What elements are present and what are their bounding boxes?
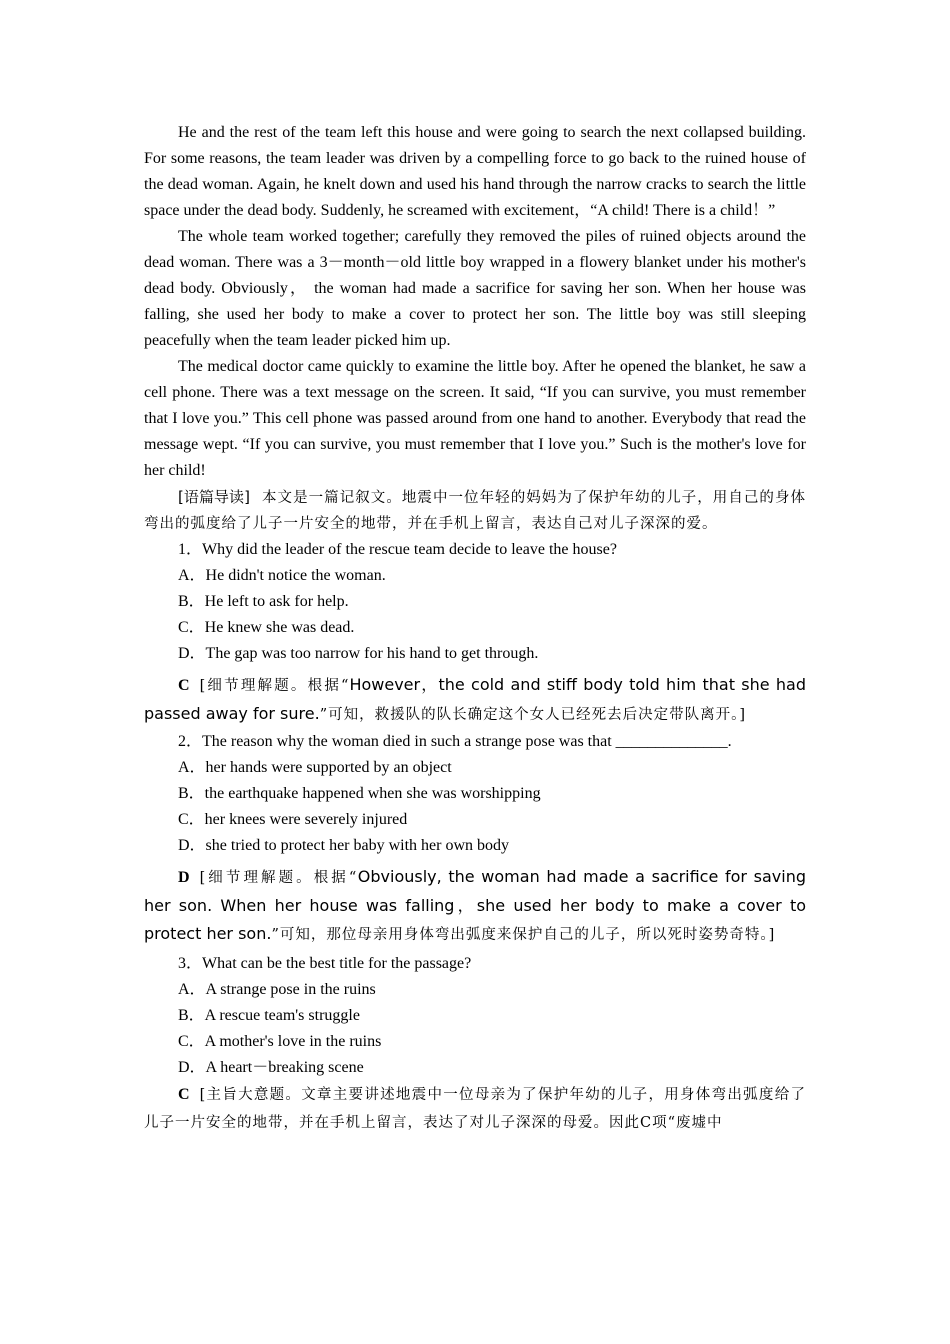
guide-text: 本文是一篇记叙文。地震中一位年轻的妈妈为了保护年幼的儿子，用自己的身体弯出的弧度给了儿子一片安全的地带，并在手机上留言，表达自己对儿子深深的爱。 xyxy=(144,490,806,532)
question-3-option-a: A．A strange pose in the ruins xyxy=(178,981,376,998)
passage-paragraph-1: He and the rest of the team left this house and were going to search the next collapsed building. For some reasons, the team leader was driven by a compelling force to go back to the ruined house of the dead woman. Again, he knelt down and used his hand through the narrow cracks to search the little space under the dead body. Suddenly, he screamed with excitement，“A child! There is a child！” xyxy=(144,124,806,219)
reading-guide xyxy=(144,484,806,537)
question-3-answer: C xyxy=(178,1086,190,1103)
question-1-option-d: D．The gap was too narrow for his hand to get through. xyxy=(178,645,539,662)
question-1-option-b: B．He left to ask for help. xyxy=(178,593,349,610)
question-2-stem: 2．The reason why the woman died in such a strange pose was that ______________. xyxy=(178,733,732,750)
passage-paragraph-3: The medical doctor came quickly to examine the little boy. After he opened the blanket, he saw a cell phone. There was a text message on the screen. It said, “If you can survive, you must remember that I love you.” This cell phone was passed around from one hand to another. Everybody that read the message wept. “If you can survive, you must remember that I love you.” Such is the mother's love for her child! xyxy=(144,358,806,479)
question-2-option-d: D．she tried to protect her baby with her own body xyxy=(178,837,510,854)
guide-label: [语篇导读] xyxy=(178,488,250,506)
question-1-answer: C xyxy=(178,677,190,694)
question-3-stem: 3．What can be the best title for the passage? xyxy=(178,955,472,972)
passage-paragraph-2: The whole team worked together; carefully they removed the piles of ruined objects around the dead woman. There was a 3－month－old little boy wrapped in a flowery blanket under his mother's dead body. Obviously， the woman had made a sacrifice for saving her son. When her house was falling, she used her body to make a cover to protect her son. The little boy was still sleeping peacefully when the team leader picked him up. xyxy=(144,228,806,349)
question-3-option-d: D．A heart－breaking scene xyxy=(178,1059,364,1076)
question-2-explanation: D [细节理解题。根据“Obviously, the woman had made a sacrifice for saving her son. When her house was falling，she used her body to make a cover to protect her son.”可知，那位母亲用身体弯出弧度来保护自己的儿子，所以死时姿势奇特。] xyxy=(144,867,806,943)
question-2-option-b: B．the earthquake happened when she was worshipping xyxy=(178,785,541,802)
question-2-option-c: C．her knees were severely injured xyxy=(178,811,408,828)
question-2-answer: D xyxy=(178,869,190,886)
question-3-explanation: C [主旨大意题。文章主要讲述地震中一位母亲为了保护年幼的儿子，用身体弯出弧度给了儿子一片安全的地带，并在手机上留言，表达了对儿子深深的母爱。因此C项“废墟中 xyxy=(144,1086,806,1131)
question-1-option-a: A．He didn't notice the woman. xyxy=(178,567,386,584)
document-page xyxy=(144,120,806,1137)
question-1-option-c: C．He knew she was dead. xyxy=(178,619,355,636)
question-3-option-b: B．A rescue team's struggle xyxy=(178,1007,360,1024)
question-3-option-c: C．A mother's love in the ruins xyxy=(178,1033,382,1050)
question-2-option-a: A．her hands were supported by an object xyxy=(178,759,452,776)
question-1-stem: 1．Why did the leader of the rescue team decide to leave the house? xyxy=(178,541,617,558)
question-1-explanation: C [细节理解题。根据“However，the cold and stiff body told him that she had passed away for sure.”可知，救援队的队长确定这个女人已经死去后决定带队离开。] xyxy=(144,675,806,723)
